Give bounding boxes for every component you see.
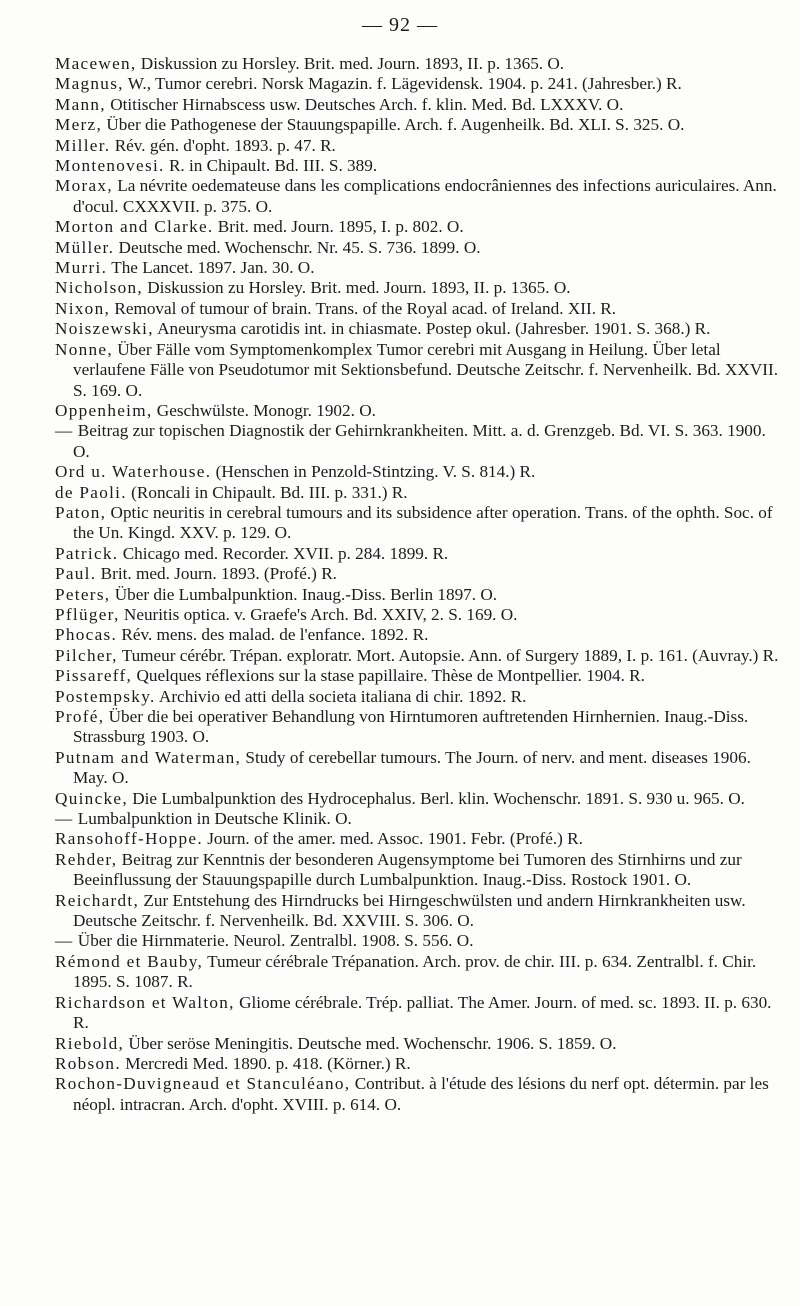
reference-author: Riebold, <box>55 1033 125 1053</box>
reference-entry <box>55 1074 780 1115</box>
reference-author: Reichardt, <box>55 890 140 910</box>
reference-author: Quincke, <box>55 788 128 808</box>
reference-entry <box>55 136 780 156</box>
reference-entry <box>55 564 780 584</box>
reference-entry <box>55 176 780 217</box>
reference-text: Über die Lumbalpunktion. Inaug.-Diss. Berlin 1897. O. <box>110 584 498 604</box>
reference-author: Nixon, <box>55 298 111 318</box>
reference-author: Pilcher, <box>55 645 118 665</box>
reference-author: Peters, <box>55 584 111 604</box>
reference-text: Journ. of the amer. med. Assoc. 1901. Febr. (Profé.) R. <box>202 829 583 849</box>
reference-entry <box>55 544 780 564</box>
reference-entry <box>55 217 780 237</box>
reference-text: Über die Pathogenese der Stauungspapille. Arch. f. Augenheilk. Bd. XLI. S. 325. O. <box>102 115 685 135</box>
reference-text: Neuritis optica. v. Graefe's Arch. Bd. XXIV, 2. S. 169. O. <box>119 604 518 624</box>
reference-author: Noiszewski, <box>55 319 154 339</box>
reference-text: Gliome cérébrale. Trép. palliat. The Amer. Journ. of med. sc. 1893. II. p. 630. R. <box>73 992 772 1033</box>
reference-text: Beitrag zur Kenntnis der besonderen Augensymptome bei Tumoren des Stirnhirns und zur Beeinflussung der Stauungspapille durch Lumbalpunktion. Inaug.-Diss. Rostock 1901. O. <box>73 849 742 890</box>
reference-entry <box>55 625 780 645</box>
reference-author: — <box>55 931 74 951</box>
reference-author: Montenovesi. <box>55 156 165 176</box>
reference-author: Morax, <box>55 176 113 196</box>
reference-author: de Paoli. <box>55 482 127 502</box>
reference-text: Über die bei operativer Behandlung von Hirntumoren auftretenden Hirnhernien. Inaug.-Diss. Strassburg 1903. O. <box>73 707 749 747</box>
reference-author: Robson. <box>55 1053 121 1073</box>
reference-entry <box>55 156 780 176</box>
reference-text: Lumbalpunktion in Deutsche Klinik. O. <box>73 809 352 829</box>
reference-text: La névrite oedemateuse dans les complications endocrâniennes des infections auriculaires. Ann. d'ocul. CXXXVII. p. 375. O. <box>73 176 777 216</box>
reference-entry <box>55 95 780 115</box>
reference-text: R. in Chipault. Bd. III. S. 389. <box>164 156 378 176</box>
reference-entry <box>55 503 780 544</box>
reference-author: Patrick. <box>55 543 119 563</box>
reference-author: Pflüger, <box>55 604 120 624</box>
reference-author: Murri. <box>55 258 108 278</box>
reference-entry <box>55 115 780 135</box>
reference-entry <box>55 993 780 1034</box>
reference-author: Nicholson, <box>55 278 143 298</box>
reference-author: Oppenheim, <box>55 400 153 420</box>
reference-text: Beitrag zur topischen Diagnostik der Gehirnkrankheiten. Mitt. a. d. Grenzgeb. Bd. VI. S. 363. 1900. O. <box>73 421 766 461</box>
reference-entry <box>55 809 780 829</box>
reference-text: (Henschen in Penzold-Stintzing. V. S. 814.) R. <box>211 462 536 482</box>
reference-entry <box>55 707 780 748</box>
reference-text: Tumeur cérébr. Trépan. exploratr. Mort. Autopsie. Ann. of Surgery 1889, I. p. 161. (Auvray.) R. <box>117 645 779 665</box>
reference-text: Die Lumbalpunktion des Hydrocephalus. Berl. klin. Wochenschr. 1891. S. 930 u. 965. O. <box>127 788 745 808</box>
reference-text: Mercredi Med. 1890. p. 418. (Körner.) R. <box>120 1053 411 1073</box>
reference-entry <box>55 483 780 503</box>
reference-author: Paton, <box>55 502 107 522</box>
reference-text: Geschwülste. Monogr. 1902. O. <box>152 400 376 420</box>
reference-entry <box>55 258 780 278</box>
reference-author: Rehder, <box>55 849 118 869</box>
reference-text: Zur Entstehung des Hirndrucks bei Hirngeschwülsten und andern Hirnkrankheiten usw. Deutsche Zeitschr. f. Nervenheilk. Bd. XXVIII. S. 306. O. <box>73 890 746 931</box>
reference-author: Profé, <box>55 707 105 726</box>
reference-entry <box>55 850 780 891</box>
reference-entry <box>55 605 780 625</box>
reference-author: Phocas. <box>55 625 118 645</box>
reference-author: Rémond et Bauby, <box>55 951 204 971</box>
reference-entry <box>55 1054 780 1074</box>
reference-text: W., Tumor cerebri. Norsk Magazin. f. Lägevidensk. 1904. p. 241. (Jahresber.) R. <box>123 74 682 94</box>
reference-text: Chicago med. Recorder. XVII. p. 284. 1899. R. <box>118 543 449 563</box>
reference-entry <box>55 401 780 421</box>
reference-author: — <box>55 809 74 829</box>
reference-entry <box>55 340 780 401</box>
reference-entry <box>55 748 780 789</box>
reference-text: Tumeur cérébrale Trépanation. Arch. prov. de chir. III. p. 634. Zentralbl. f. Chir. 1895. S. 1087. R. <box>73 951 757 992</box>
reference-author: Merz, <box>55 115 103 135</box>
reference-author: Pissareff, <box>55 666 133 686</box>
reference-entry <box>55 829 780 849</box>
reference-text: Aneurysma carotidis int. in chiasmate. Postep okul. (Jahresber. 1901. S. 368.) R. <box>153 319 711 339</box>
reference-text: Quelques réflexions sur la stase papillaire. Thèse de Montpellier. 1904. R. <box>132 666 645 686</box>
reference-text: (Roncali in Chipault. Bd. III. p. 331.) R. <box>126 482 408 502</box>
reference-text: Study of cerebellar tumours. The Journ. of nerv. and ment. diseases 1906. May. O. <box>73 747 751 788</box>
reference-entry <box>55 238 780 258</box>
reference-entry <box>55 319 780 339</box>
reference-author: Ord u. Waterhouse. <box>55 462 212 482</box>
reference-author: Putnam and Waterman, <box>55 747 242 767</box>
reference-text: Brit. med. Journ. 1895, I. p. 802. O. <box>213 217 464 237</box>
reference-text: Otitischer Hirnabscess usw. Deutsches Arch. f. klin. Med. Bd. LXXXV. O. <box>105 94 624 114</box>
reference-text: Über die Hirnmaterie. Neurol. Zentralbl. 1908. S. 556. O. <box>73 931 474 951</box>
reference-author: — <box>55 421 74 441</box>
reference-entry <box>55 299 780 319</box>
reference-text: Diskussion zu Horsley. Brit. med. Journ. 1893, II. p. 1365. O. <box>142 278 571 298</box>
reference-text: Rév. mens. des malad. de l'enfance. 1892. R. <box>117 625 429 645</box>
reference-text: Removal of tumour of brain. Trans. of the Royal acad. of Ireland. XII. R. <box>110 298 617 318</box>
reference-entry <box>55 1034 780 1054</box>
reference-text: Über Fälle vom Symptomenkomplex Tumor cerebri mit Ausgang in Heilung. Über letal verlaufene Fälle von Pseudotumor mit Sektionsbefund. Deutsche Zeitschr. f. Nervenheilk. Bd. XXVII. S. 169. O. <box>73 339 779 400</box>
reference-author: Richardson et Walton, <box>55 992 235 1012</box>
reference-entry <box>55 54 780 74</box>
reference-entry <box>55 789 780 809</box>
reference-author: Miller. <box>55 135 111 155</box>
reference-entry <box>55 687 780 707</box>
reference-author: Rochon-Duvigneaud et Stanculéano, <box>55 1074 351 1094</box>
reference-entry <box>55 646 780 666</box>
reference-author: Nonne, <box>55 339 113 359</box>
reference-author: Macewen, <box>55 54 137 73</box>
reference-text: Archivio ed atti della societa italiana di chir. 1892. R. <box>155 686 527 706</box>
reference-author: Ransohoff-Hoppe. <box>55 829 203 849</box>
reference-text: Rév. gén. d'opht. 1893. p. 47. R. <box>110 135 336 155</box>
reference-text: The Lancet. 1897. Jan. 30. O. <box>107 258 315 278</box>
reference-entry <box>55 74 780 94</box>
reference-entry <box>55 931 780 951</box>
reference-author: Magnus, <box>55 74 124 94</box>
reference-entry <box>55 278 780 298</box>
page-number: — 92 — <box>362 14 438 36</box>
reference-list <box>55 54 780 1115</box>
reference-entry <box>55 891 780 932</box>
reference-text: Über seröse Meningitis. Deutsche med. Wochenschr. 1906. S. 1859. O. <box>124 1033 617 1053</box>
reference-text: Optic neuritis in cerebral tumours and its subsidence after operation. Trans. of the ophth. Soc. of the Un. Kingd. XXV. p. 129. O. <box>73 502 773 543</box>
reference-author: Mann, <box>55 94 106 114</box>
reference-entry <box>55 421 780 462</box>
reference-entry <box>55 952 780 993</box>
reference-text: Deutsche med. Wochenschr. Nr. 45. S. 736. 1899. O. <box>114 237 481 257</box>
reference-entry <box>55 666 780 686</box>
reference-entry <box>55 462 780 482</box>
reference-author: Morton and Clarke. <box>55 217 214 237</box>
reference-text: Contribut. à l'étude des lésions du nerf opt. détermin. par les néopl. intracran. Arch. d'opht. XVIII. p. 614. O. <box>73 1074 769 1114</box>
reference-author: Müller. <box>55 237 115 257</box>
reference-author: Postempsky. <box>55 686 156 706</box>
reference-entry <box>55 585 780 605</box>
reference-author: Paul. <box>55 564 97 584</box>
reference-text: Diskussion zu Horsley. Brit. med. Journ. 1893, II. p. 1365. O. <box>136 54 565 73</box>
reference-text: Brit. med. Journ. 1893. (Profé.) R. <box>96 564 337 584</box>
